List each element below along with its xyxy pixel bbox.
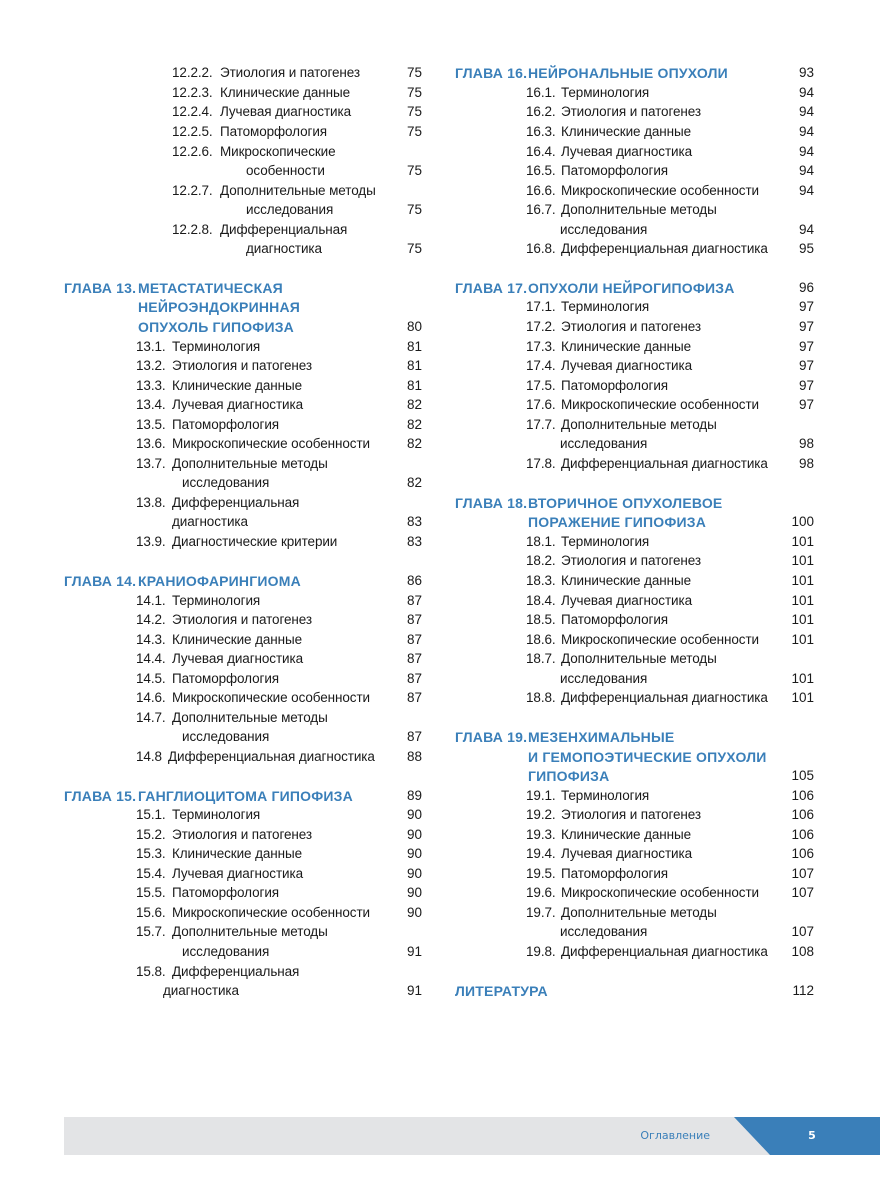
entry-title: Лучевая диагностика [561, 593, 692, 608]
entry-title: Дифференциальная диагностика [561, 241, 768, 256]
entry-page: 107 [791, 866, 814, 881]
entry-title: Дифференциальная диагностика [561, 944, 768, 959]
entry-number: 16.5. [526, 163, 556, 178]
chapter-title-cont: И ГЕМОПОЭТИЧЕСКИЕ ОПУХОЛИ [528, 749, 767, 765]
entry-title: Дополнительные методы [172, 924, 328, 939]
entry-number: 17.3. [526, 339, 556, 354]
entry-page: 94 [798, 104, 814, 119]
entry-title: Клинические данные [561, 339, 691, 354]
entry-page: 94 [798, 144, 814, 159]
entry-number: 17.8. [526, 456, 556, 471]
entry-title: Терминология [172, 593, 261, 608]
chapter-title: НЕЙРОНАЛЬНЫЕ ОПУХОЛИ [528, 65, 728, 81]
entry-number: 14.6. [136, 690, 166, 705]
chapter-title: МЕТАСТАТИЧЕСКАЯ [138, 280, 283, 296]
entry-title: Дополнительные методы [561, 417, 717, 432]
entry-title-cont: особенности [246, 163, 325, 178]
entry-number: 12.2.4. [172, 104, 213, 119]
entry-number: 13.6. [136, 436, 166, 451]
entry-number: 18.6. [526, 632, 556, 647]
entry-number: 16.2. [526, 104, 556, 119]
entry-page: 97 [798, 319, 814, 334]
entry-page: 94 [798, 163, 814, 178]
entry-title: Дифференциальная диагностика [561, 690, 768, 705]
entry-number: 13.9. [136, 534, 166, 549]
entry-page: 94 [798, 85, 814, 100]
entry-page: 82 [406, 417, 422, 432]
entry-title: Клинические данные [561, 827, 691, 842]
chapter-page: 80 [406, 319, 422, 334]
entry-page: 101 [791, 671, 814, 686]
entry-title: Микроскопические особенности [561, 397, 759, 412]
entry-page: 101 [791, 553, 814, 568]
entry-title: Лучевая диагностика [172, 866, 303, 881]
entry-page: 101 [791, 690, 814, 705]
entry-number: 19.5. [526, 866, 556, 881]
entry-page: 87 [406, 729, 422, 744]
chapter-label: ГЛАВА 15. [64, 788, 137, 804]
entry-number: 19.8. [526, 944, 556, 959]
entry-title: Терминология [561, 788, 650, 803]
entry-title: Дифференциальная диагностика [561, 456, 768, 471]
entry-page: 106 [791, 788, 814, 803]
entry-title: Дополнительные методы [561, 651, 717, 666]
chapter-title: ВТОРИЧНОЕ ОПУХОЛЕВОЕ [528, 495, 723, 511]
entry-number: 13.4. [136, 397, 166, 412]
chapter-title-cont: ГИПОФИЗА [528, 768, 610, 784]
entry-title: Патоморфология [172, 885, 279, 900]
entry-number: 18.1. [526, 534, 556, 549]
entry-title: Терминология [172, 807, 261, 822]
entry-title-cont: исследования [182, 729, 270, 744]
entry-page: 98 [798, 436, 814, 451]
entry-page: 75 [406, 202, 422, 217]
entry-title: Клинические данные [561, 573, 691, 588]
entry-number: 14.8 [136, 749, 162, 764]
entry-page: 82 [406, 475, 422, 490]
entry-page: 94 [798, 183, 814, 198]
entry-title-cont: диагностика [163, 983, 239, 998]
entry-title: Этиология и патогенез [172, 612, 312, 627]
entry-title: Микроскопические особенности [561, 632, 759, 647]
entry-page: 107 [791, 885, 814, 900]
entry-page: 75 [406, 124, 422, 139]
entry-page: 95 [798, 241, 814, 256]
entry-number: 17.4. [526, 358, 556, 373]
entry-title: Терминология [172, 339, 261, 354]
entry-number: 17.2. [526, 319, 556, 334]
entry-title: Дополнительные методы [561, 905, 717, 920]
entry-number: 16.1. [526, 85, 556, 100]
entry-number: 18.7. [526, 651, 556, 666]
entry-title: Дополнительные методы [220, 183, 376, 198]
entry-title: Патоморфология [172, 671, 279, 686]
chapter-label: ГЛАВА 17. [455, 280, 528, 296]
entry-title: Микроскопические особенности [172, 905, 370, 920]
entry-number: 19.2. [526, 807, 556, 822]
entry-number: 14.2. [136, 612, 166, 627]
entry-title: Дополнительные методы [561, 202, 717, 217]
entry-page: 106 [791, 827, 814, 842]
entry-title-cont: исследования [246, 202, 334, 217]
chapter-title: ГАНГЛИОЦИТОМА ГИПОФИЗА [138, 788, 353, 804]
entry-title-cont: исследования [560, 222, 648, 237]
entry-title: Клинические данные [172, 846, 302, 861]
entry-title: Патоморфология [172, 417, 279, 432]
entry-number: 18.3. [526, 573, 556, 588]
entry-title: Дифференциальная [172, 495, 300, 510]
entry-number: 12.2.2. [172, 65, 213, 80]
entry-page: 87 [406, 671, 422, 686]
entry-number: 12.2.5. [172, 124, 213, 139]
entry-title: Дифференциальная [172, 964, 300, 979]
entry-title: Лучевая диагностика [561, 358, 692, 373]
entry-title: Патоморфология [561, 612, 668, 627]
entry-page: 75 [406, 163, 422, 178]
entry-page: 75 [406, 65, 422, 80]
entry-title: Патоморфология [220, 124, 327, 139]
chapter-label: ГЛАВА 13. [64, 280, 137, 296]
entry-title-cont: исследования [560, 436, 648, 451]
entry-page: 88 [406, 749, 422, 764]
entry-title: Микроскопические [220, 144, 336, 159]
footer-section-label: Оглавление [640, 1129, 710, 1142]
entry-number: 15.1. [136, 807, 166, 822]
entry-number: 15.6. [136, 905, 166, 920]
entry-title: Этиология и патогенез [172, 827, 312, 842]
entry-number: 16.8. [526, 241, 556, 256]
entry-title: Этиология и патогенез [561, 807, 701, 822]
entry-page: 101 [791, 632, 814, 647]
entry-page: 75 [406, 241, 422, 256]
entry-number: 14.1. [136, 593, 166, 608]
entry-number: 14.3. [136, 632, 166, 647]
entry-title: Терминология [561, 534, 650, 549]
chapter-title-cont: НЕЙРОЭНДОКРИННАЯ [138, 299, 301, 315]
entry-number: 19.4. [526, 846, 556, 861]
entry-title: Микроскопические особенности [172, 690, 370, 705]
entry-number: 15.7. [136, 924, 166, 939]
entry-page: 91 [406, 983, 422, 998]
entry-title: Этиология и патогенез [561, 553, 701, 568]
chapter-page: 86 [406, 573, 422, 588]
chapter-label: ГЛАВА 18. [455, 495, 528, 511]
chapter-label: ГЛАВА 16. [455, 65, 528, 81]
entry-page: 90 [406, 807, 422, 822]
chapter-title-cont: ПОРАЖЕНИЕ ГИПОФИЗА [528, 514, 707, 530]
entry-title: Клинические данные [172, 378, 302, 393]
literature-title: ЛИТЕРАТУРА [455, 983, 548, 999]
footer-page-number: 5 [808, 1129, 816, 1142]
entry-title-cont: диагностика [172, 514, 248, 529]
entry-title-cont: диагностика [246, 241, 322, 256]
entry-title: Микроскопические особенности [561, 885, 759, 900]
entry-title: Лучевая диагностика [172, 651, 303, 666]
entry-number: 16.7. [526, 202, 556, 217]
entry-title-cont: исследования [182, 944, 270, 959]
entry-page: 106 [791, 846, 814, 861]
entry-number: 15.5. [136, 885, 166, 900]
entry-number: 13.7. [136, 456, 166, 471]
entry-title: Этиология и патогенез [561, 104, 701, 119]
entry-page: 90 [406, 905, 422, 920]
entry-page: 97 [798, 358, 814, 373]
entry-title: Терминология [561, 85, 650, 100]
entry-number: 17.5. [526, 378, 556, 393]
chapter-page: 89 [406, 788, 422, 803]
entry-page: 90 [406, 846, 422, 861]
chapter-page: 93 [798, 65, 814, 80]
entry-page: 98 [798, 456, 814, 471]
entry-number: 13.2. [136, 358, 166, 373]
entry-number: 18.4. [526, 593, 556, 608]
entry-title: Патоморфология [561, 163, 668, 178]
entry-number: 15.2. [136, 827, 166, 842]
entry-title: Терминология [561, 299, 650, 314]
entry-title: Клинические данные [561, 124, 691, 139]
entry-title-cont: исследования [182, 475, 270, 490]
entry-number: 19.7. [526, 905, 556, 920]
entry-number: 16.4. [526, 144, 556, 159]
entry-title: Этиология и патогенез [561, 319, 701, 334]
chapter-page: 100 [791, 514, 814, 529]
entry-page: 101 [791, 612, 814, 627]
entry-page: 87 [406, 690, 422, 705]
entry-number: 17.1. [526, 299, 556, 314]
entry-page: 81 [406, 358, 422, 373]
entry-number: 15.8. [136, 964, 166, 979]
entry-page: 83 [406, 534, 422, 549]
entry-number: 19.1. [526, 788, 556, 803]
entry-page: 81 [406, 339, 422, 354]
entry-number: 14.7. [136, 710, 166, 725]
entry-page: 107 [791, 924, 814, 939]
entry-number: 17.6. [526, 397, 556, 412]
entry-title: Этиология и патогенез [172, 358, 312, 373]
entry-title: Лучевая диагностика [561, 846, 692, 861]
entry-number: 17.7. [526, 417, 556, 432]
entry-title: Лучевая диагностика [172, 397, 303, 412]
entry-number: 19.3. [526, 827, 556, 842]
entry-page: 87 [406, 593, 422, 608]
entry-number: 19.6. [526, 885, 556, 900]
entry-page: 97 [798, 339, 814, 354]
chapter-label: ГЛАВА 14. [64, 573, 137, 589]
entry-title: Клинические данные [172, 632, 302, 647]
entry-page: 87 [406, 612, 422, 627]
entry-title: Дополнительные методы [172, 456, 328, 471]
entry-title: Этиология и патогенез [220, 65, 360, 80]
entry-page: 108 [791, 944, 814, 959]
entry-title: Лучевая диагностика [561, 144, 692, 159]
entry-page: 101 [791, 593, 814, 608]
chapter-label: ГЛАВА 19. [455, 729, 528, 745]
entry-number: 13.5. [136, 417, 166, 432]
entry-page: 82 [406, 397, 422, 412]
entry-page: 90 [406, 827, 422, 842]
chapter-page: 105 [791, 768, 814, 783]
entry-number: 16.6. [526, 183, 556, 198]
entry-title: Микроскопические особенности [172, 436, 370, 451]
entry-title-cont: исследования [560, 924, 648, 939]
entry-number: 13.3. [136, 378, 166, 393]
entry-page: 101 [791, 534, 814, 549]
entry-number: 12.2.7. [172, 183, 213, 198]
entry-page: 106 [791, 807, 814, 822]
entry-page: 90 [406, 885, 422, 900]
entry-title: Патоморфология [561, 378, 668, 393]
entry-page: 97 [798, 397, 814, 412]
entry-page: 87 [406, 632, 422, 647]
literature-page: 112 [792, 983, 814, 998]
entry-page: 101 [791, 573, 814, 588]
entry-page: 94 [798, 124, 814, 139]
chapter-title-cont: ОПУХОЛЬ ГИПОФИЗА [138, 319, 294, 335]
entry-page: 97 [798, 378, 814, 393]
chapter-title: ОПУХОЛИ НЕЙРОГИПОФИЗА [528, 280, 735, 296]
entry-number: 15.4. [136, 866, 166, 881]
entry-number: 15.3. [136, 846, 166, 861]
entry-page: 87 [406, 651, 422, 666]
chapter-page: 96 [798, 280, 814, 295]
entry-title: Дифференциальная [220, 222, 348, 237]
entry-page: 97 [798, 299, 814, 314]
entry-number: 18.5. [526, 612, 556, 627]
entry-page: 75 [406, 85, 422, 100]
entry-page: 91 [406, 944, 422, 959]
entry-page: 82 [406, 436, 422, 451]
entry-number: 14.4. [136, 651, 166, 666]
entry-number: 18.2. [526, 553, 556, 568]
chapter-title: КРАНИОФАРИНГИОМА [138, 573, 301, 589]
entry-title: Дополнительные методы [172, 710, 328, 725]
entry-number: 12.2.8. [172, 222, 213, 237]
entry-title: Диагностические критерии [172, 534, 338, 549]
entry-number: 12.2.6. [172, 144, 213, 159]
entry-title: Лучевая диагностика [220, 104, 351, 119]
entry-title-cont: исследования [560, 671, 648, 686]
chapter-title: МЕЗЕНХИМАЛЬНЫЕ [528, 729, 675, 745]
entry-number: 18.8. [526, 690, 556, 705]
entry-title: Дифференциальная диагностика [168, 749, 375, 764]
entry-page: 75 [406, 104, 422, 119]
entry-number: 14.5. [136, 671, 166, 686]
entry-title: Клинические данные [220, 85, 350, 100]
entry-page: 81 [406, 378, 422, 393]
entry-title: Патоморфология [561, 866, 668, 881]
entry-number: 13.8. [136, 495, 166, 510]
entry-number: 12.2.3. [172, 85, 213, 100]
entry-title: Микроскопические особенности [561, 183, 759, 198]
entry-page: 90 [406, 866, 422, 881]
entry-page: 83 [406, 514, 422, 529]
entry-number: 16.3. [526, 124, 556, 139]
entry-number: 13.1. [136, 339, 166, 354]
entry-page: 94 [798, 222, 814, 237]
